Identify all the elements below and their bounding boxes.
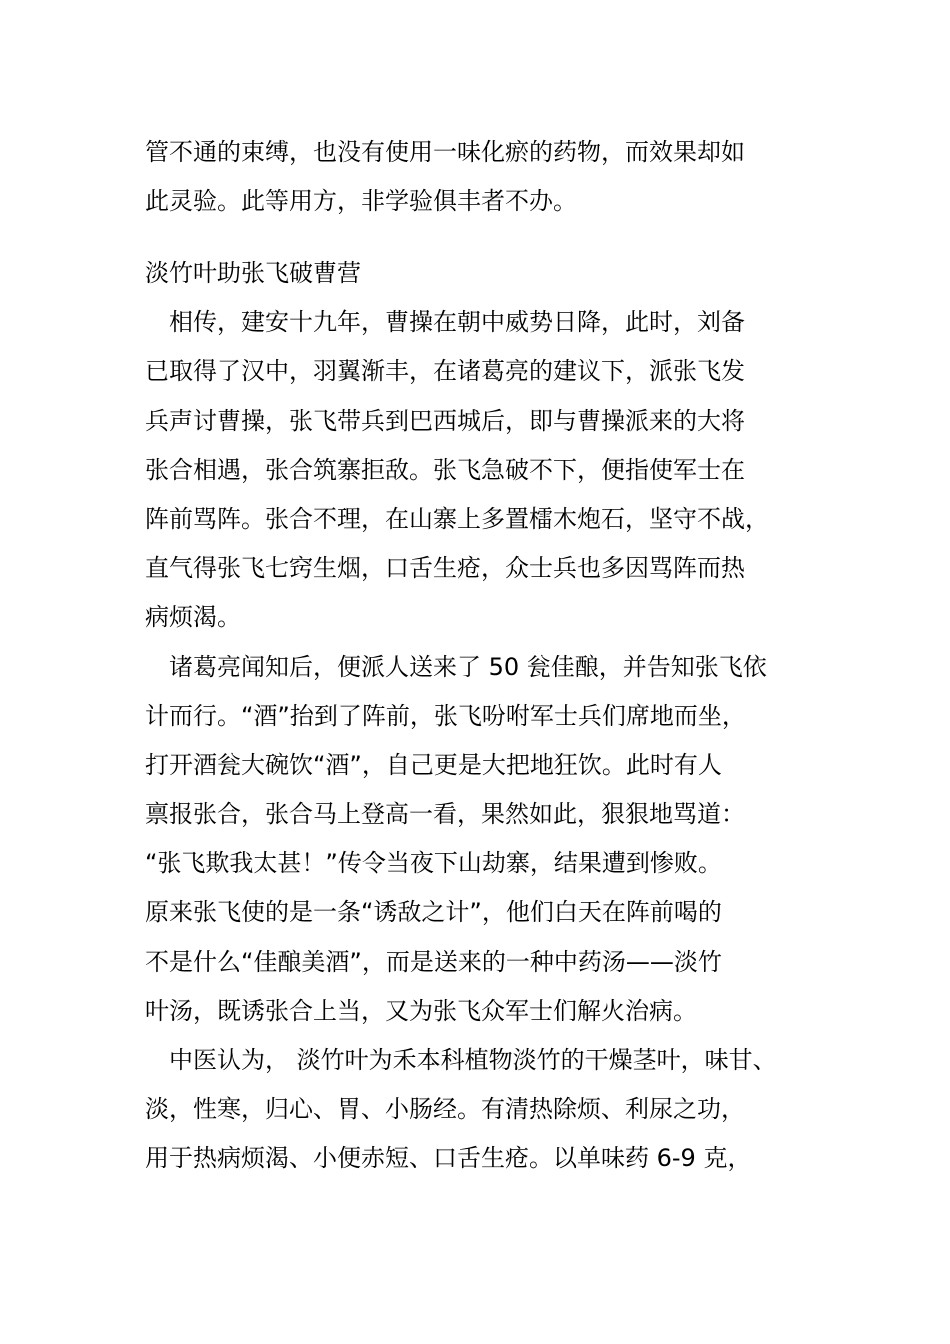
text-line: 计而行。“酒”抬到了阵前，张飞吩咐军士兵们席地而坐， <box>145 701 746 730</box>
text-line: 管不通的束缚，也没有使用一味化瘀的药物，而效果却如 <box>145 138 745 166</box>
text-line: 阵前骂阵。张合不理，在山寨上多置檑木炮石，坚守不战， <box>145 504 769 533</box>
text-line: 病烦渴。 <box>145 603 241 632</box>
text-line: 兵声讨曹操，张飞带兵到巴西城后，即与曹操派来的大将 <box>145 406 745 435</box>
text-line: 已取得了汉中，羽翼渐丰，在诸葛亮的建议下，派张飞发 <box>145 357 745 386</box>
text-line: 诸葛亮闻知后，便派人送来了 50 瓮佳酿，并告知张飞依 <box>145 652 767 681</box>
section-title: 淡竹叶助张飞破曹营 <box>145 259 361 287</box>
story-section <box>145 249 825 1184</box>
text-line: 此灵验。此等用方，非学验俱丰者不办。 <box>145 187 577 216</box>
text-line: 直气得张飞七窍生烟，口舌生疮，众士兵也多因骂阵而热 <box>145 554 745 583</box>
text-line: 不是什么“佳酿美酒”，而是送来的一种中药汤——淡竹 <box>145 947 722 976</box>
text-line: 张合相遇，张合筑寨拒敌。张飞急破不下，便指使军士在 <box>145 455 745 484</box>
text-line: 禀报张合，张合马上登高一看，果然如此，狠狠地骂道： <box>145 800 745 829</box>
text-line: 打开酒瓮大碗饮“酒”，自己更是大把地狂饮。此时有人 <box>145 750 722 779</box>
continuation-paragraph <box>145 128 825 226</box>
text-line: 相传，建安十九年，曹操在朝中威势日降，此时，刘备 <box>145 308 745 337</box>
text-line: 用于热病烦渴、小便赤短、口舌生疮。以单味药 6-9 克， <box>145 1144 752 1173</box>
text-line: 中医认为， 淡竹叶为禾本科植物淡竹的干燥茎叶，味甘、 <box>145 1046 777 1074</box>
text-line: 原来张飞使的是一条“诱敌之计”，他们白天在阵前喝的 <box>145 898 722 927</box>
text-line: “张飞欺我太甚！”传令当夜下山劫寨，结果遭到惨败。 <box>145 849 722 878</box>
text-line: 叶汤，既诱张合上当，又为张飞众军士们解火治病。 <box>145 996 697 1025</box>
text-line: 淡，性寒，归心、胃、小肠经。有清热除烦、利尿之功， <box>145 1095 745 1124</box>
